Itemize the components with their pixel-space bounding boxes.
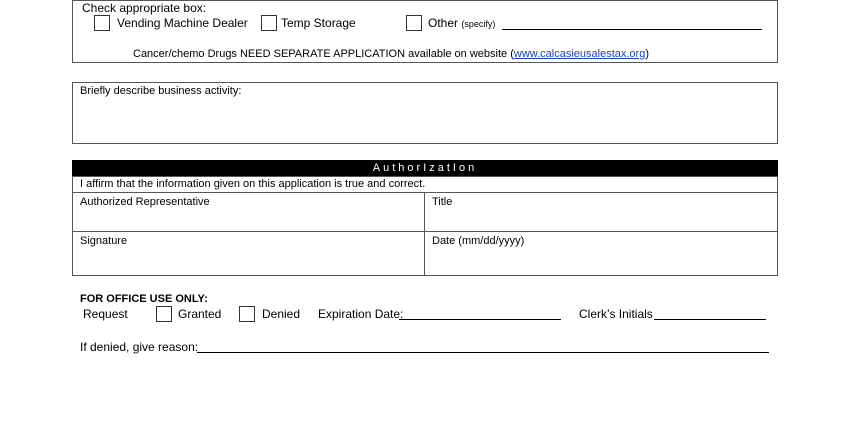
vending-machine-dealer-label: Vending Machine Dealer <box>117 16 248 30</box>
affirm-statement: I affirm that the information given on this application is true and correct. <box>80 178 426 190</box>
temp-storage-label: Temp Storage <box>281 16 356 30</box>
other-specify-field[interactable] <box>502 29 762 30</box>
title-field[interactable] <box>425 193 777 230</box>
authorized-rep-field[interactable] <box>73 193 423 230</box>
authorized-rep-label: Authorized Representative <box>80 196 210 208</box>
other-specify-text: (specify) <box>461 19 496 29</box>
notice-suffix: ) <box>645 48 649 60</box>
date-field[interactable] <box>425 232 777 275</box>
granted-label: Granted <box>178 307 222 321</box>
denied-label: Denied <box>262 307 301 321</box>
other-label-text: Other <box>428 16 459 30</box>
other-checkbox[interactable] <box>406 15 422 31</box>
cancer-drugs-notice <box>133 48 649 61</box>
denied-reason-label: If denied, give reason: <box>80 340 199 354</box>
denied-checkbox[interactable] <box>239 306 255 322</box>
clerk-initials-label: Clerk’s Initials <box>579 307 653 321</box>
signature-field[interactable] <box>73 232 423 275</box>
notice-prefix: Cancer/chemo Drugs NEED SEPARATE APPLICATION available on website ( <box>133 48 514 60</box>
business-activity-label: Briefly describe business activity: <box>80 85 242 97</box>
title-label: Title <box>432 196 453 208</box>
request-label: Request <box>83 307 128 321</box>
vending-machine-dealer-checkbox[interactable] <box>94 15 110 31</box>
denied-reason-field[interactable] <box>197 352 769 353</box>
website-link[interactable]: www.calcasieusalestax.org <box>513 48 646 60</box>
expiration-date-field[interactable] <box>399 319 561 320</box>
authorization-header: AuthorIzatIon <box>72 160 778 176</box>
office-use-heading: FOR OFFICE USE ONLY: <box>80 293 208 305</box>
license-type-heading: Check appropriate box: <box>82 1 207 15</box>
granted-checkbox[interactable] <box>156 306 172 322</box>
temp-storage-checkbox[interactable] <box>261 15 277 31</box>
date-label: Date (mm/dd/yyyy) <box>432 235 525 247</box>
expiration-date-label: Expiration Date: <box>318 307 404 321</box>
signature-label: Signature <box>80 235 128 247</box>
other-label <box>428 17 495 31</box>
clerk-initials-field[interactable] <box>654 319 766 320</box>
